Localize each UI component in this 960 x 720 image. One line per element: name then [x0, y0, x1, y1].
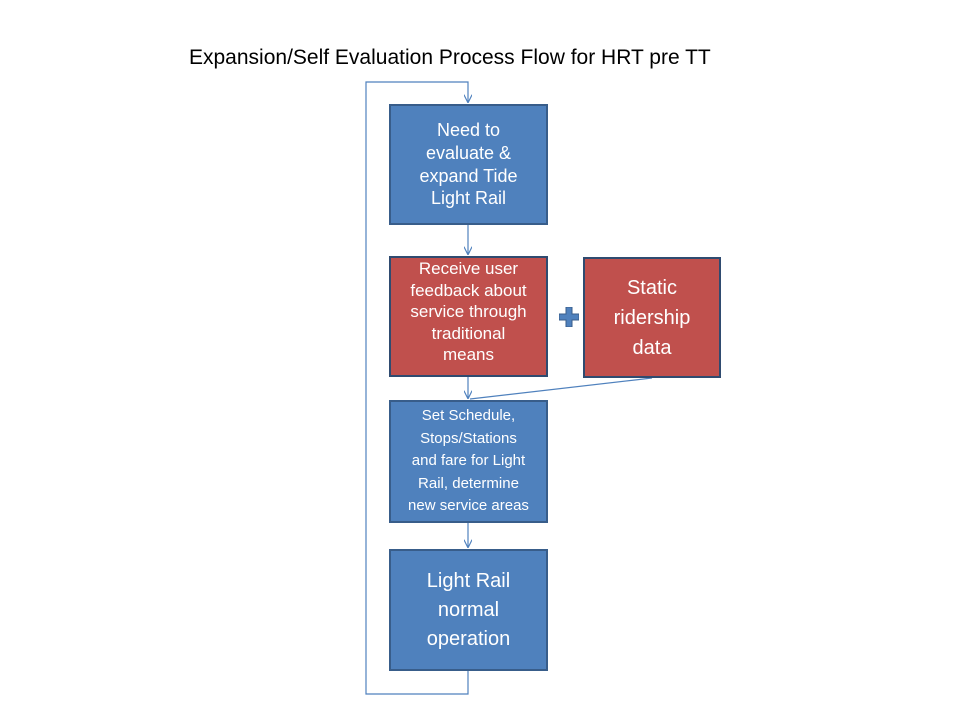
box-set-schedule: [389, 400, 548, 523]
box-line: service through: [410, 302, 527, 322]
box-receive-user-feedback: [389, 256, 548, 377]
box-light-rail-normal-operation: [389, 549, 548, 671]
box-line: traditional: [431, 323, 506, 343]
box-line: operation: [426, 627, 511, 650]
box-line: expand Tide: [419, 165, 518, 186]
box-line: means: [442, 345, 494, 365]
box-line: Rail, determine: [418, 474, 519, 492]
box-line: Stops/Stations: [420, 429, 517, 447]
box-line: data: [632, 336, 672, 359]
box-line: ridership: [613, 306, 691, 329]
box-line: Static: [626, 276, 677, 299]
box-line: Light Rail: [426, 569, 511, 592]
box-line: evaluate &: [425, 142, 512, 163]
box-line: Need to: [436, 119, 501, 140]
box-line: new service areas: [408, 497, 529, 515]
box-line: feedback about: [410, 280, 527, 300]
plus-icon: [559, 307, 579, 327]
box-line: and fare for Light: [411, 452, 526, 470]
diagram-title: Expansion/Self Evaluation Process Flow for HRT pre TT: [189, 46, 711, 69]
box-line: Receive user: [418, 259, 519, 278]
box-static-ridership-data: [583, 257, 721, 378]
connector-static-to-schedule: [470, 378, 652, 399]
box-line: normal: [437, 598, 500, 621]
box-line: Set Schedule,: [421, 407, 516, 425]
box-need-to-evaluate: [389, 104, 548, 225]
box-line: Light Rail: [430, 188, 507, 209]
